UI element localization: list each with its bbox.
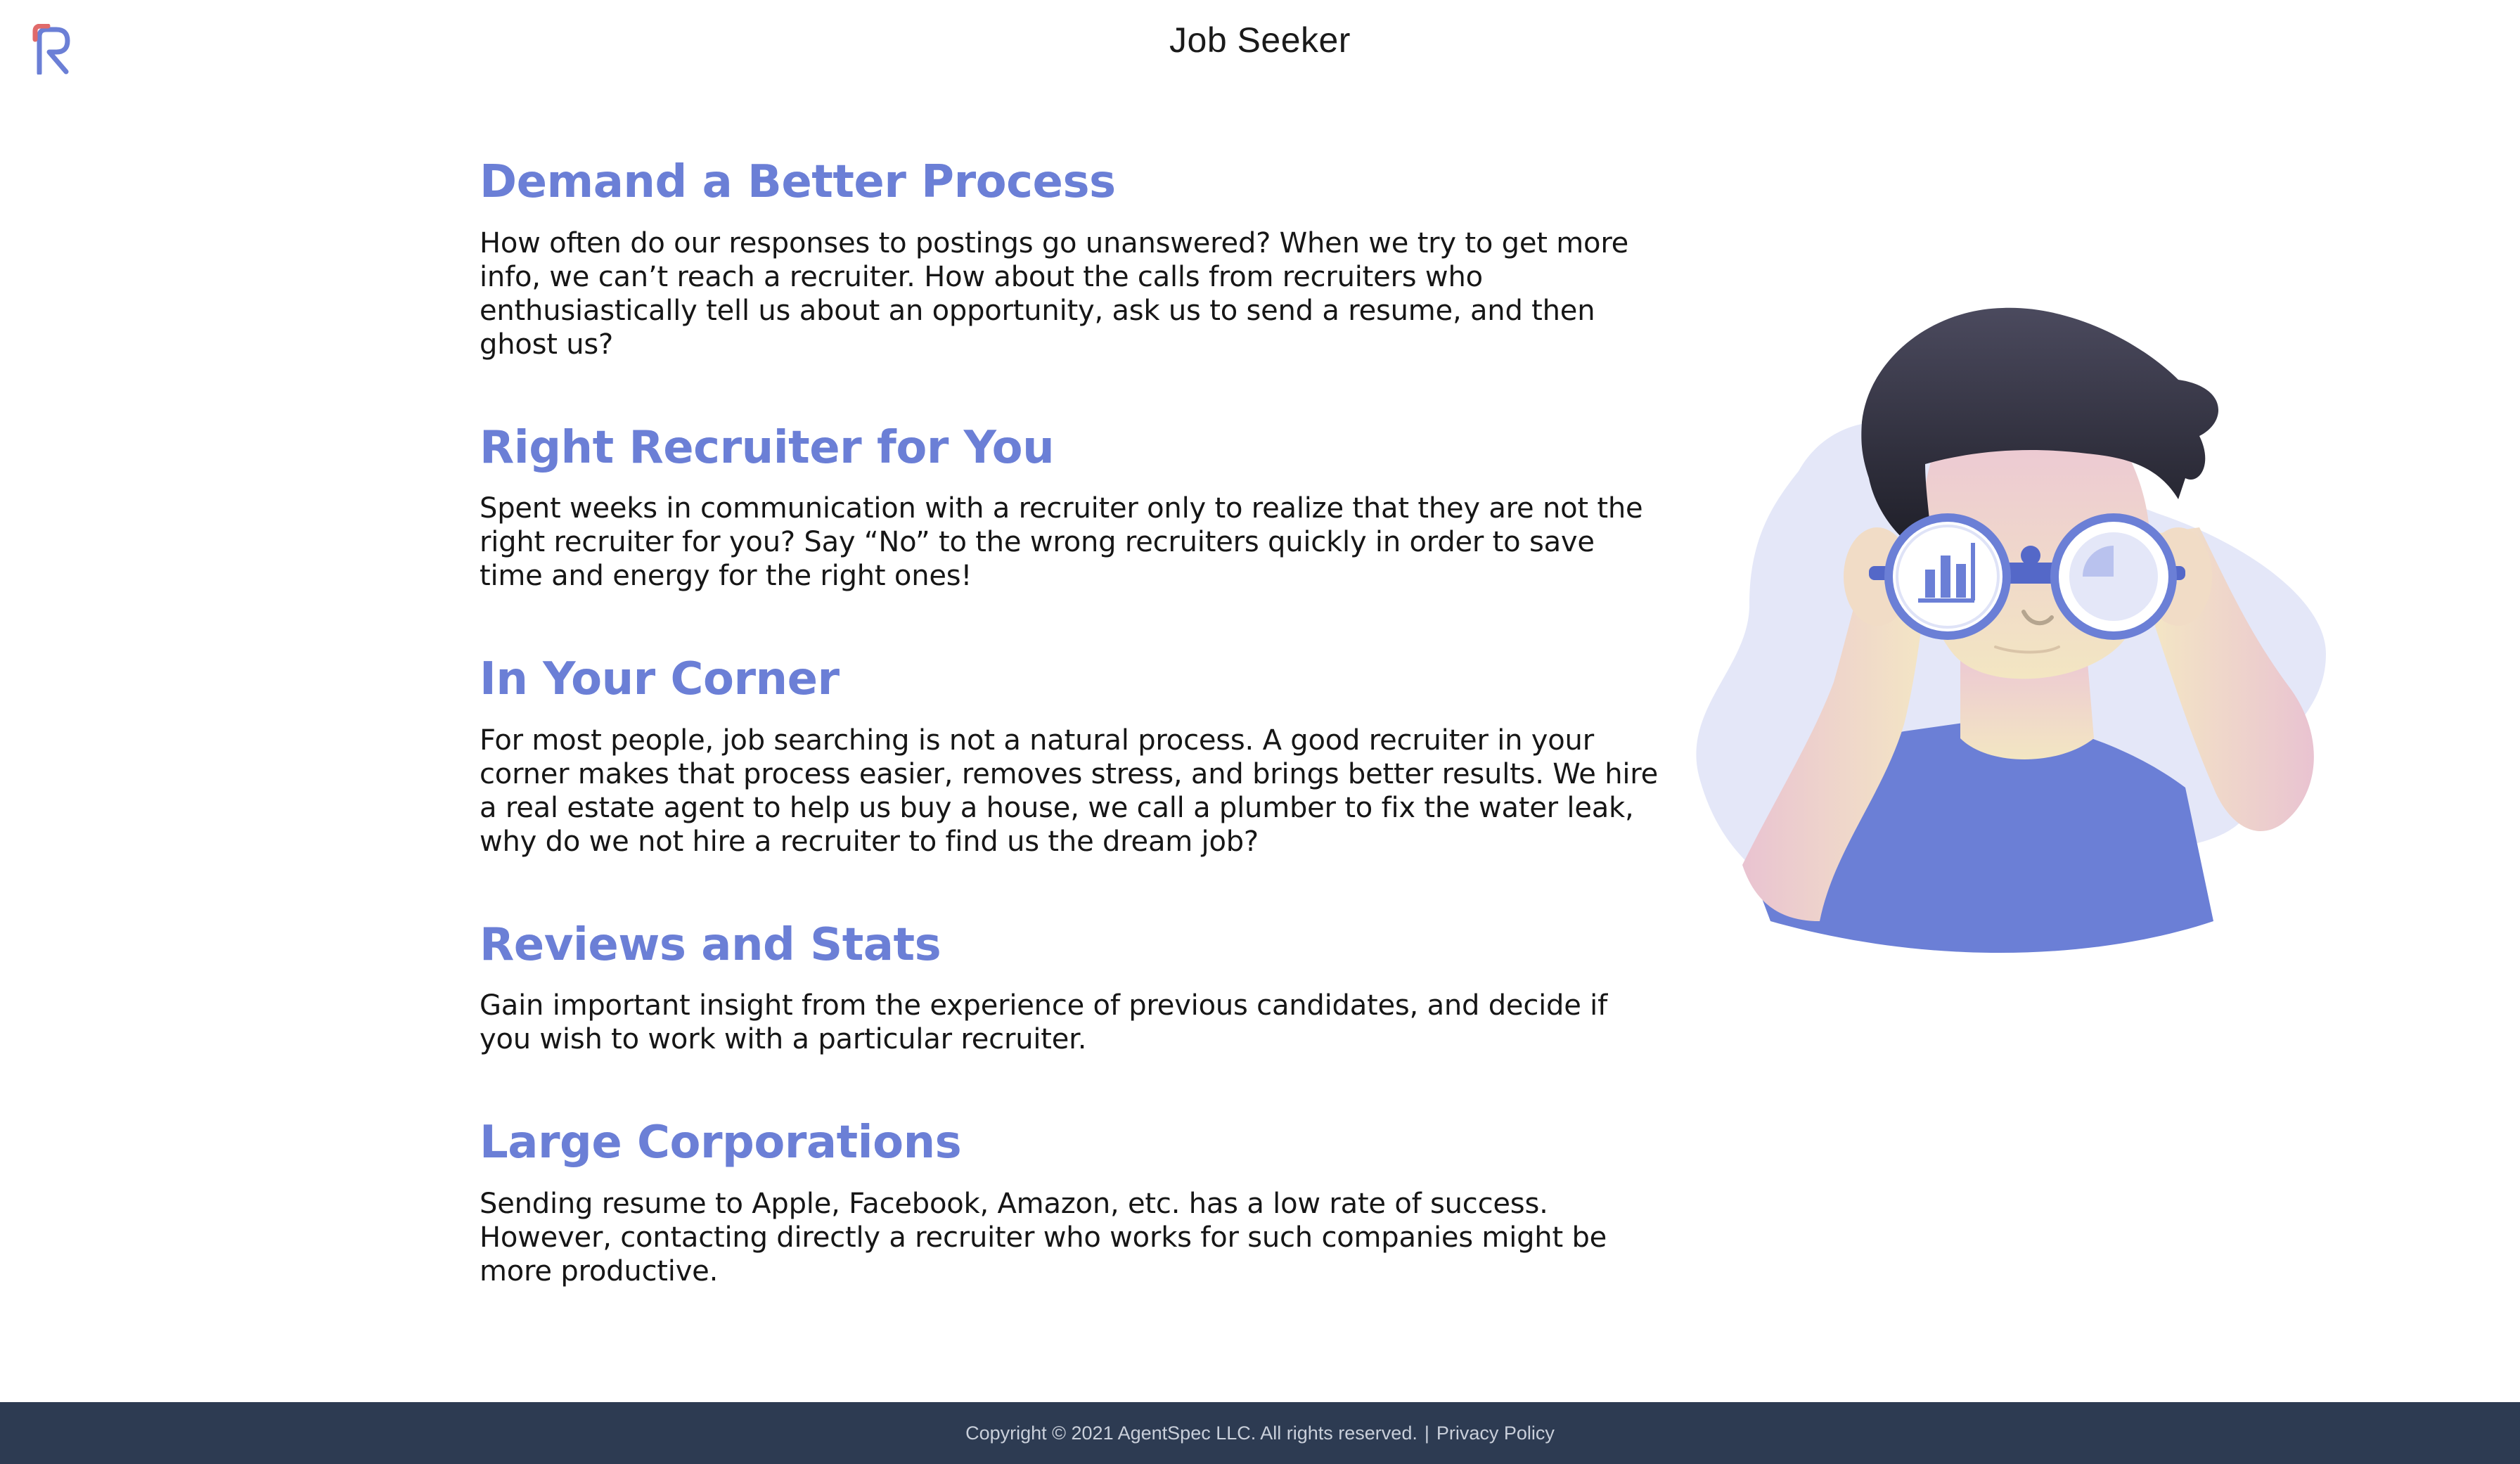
footer-separator: | bbox=[1424, 1422, 1429, 1444]
section-heading: Reviews and Stats bbox=[480, 918, 941, 971]
section-reviews-stats bbox=[480, 919, 1661, 1057]
privacy-policy-link[interactable]: Privacy Policy bbox=[1436, 1422, 1555, 1444]
page-title: Job Seeker bbox=[1169, 20, 1351, 60]
section-body: How often do our responses to postings go unanswered? When we try to get more info, we can’t reach a recruiter. How about the calls from recruiters who enthusiastically tell us about an opportunity, ask us to send a resume, and then ghost us? bbox=[480, 226, 1629, 361]
section-in-your-corner bbox=[480, 653, 1661, 859]
section-body: Sending resume to Apple, Facebook, Amazon, etc. has a low rate of success. However, contacting directly a recruiter who works for such companies might be more productive. bbox=[480, 1187, 1607, 1288]
section-body: Gain important insight from the experience of previous candidates, and decide if you wish to work with a particular recruiter. bbox=[480, 989, 1607, 1056]
section-body: For most people, job searching is not a natural process. A good recruiter in your corner makes that process easier, removes stress, and brings better results. We hire a real estate agent to help us buy a house, we call a plumber to fix the water leak, why do we not hire a recruiter to find us the dream job? bbox=[480, 724, 1659, 858]
section-heading: Right Recruiter for You bbox=[480, 421, 1055, 474]
copyright-text: Copyright © 2021 AgentSpec LLC. All rights reserved. bbox=[965, 1422, 1418, 1444]
person-with-binoculars-illustration bbox=[1693, 302, 2358, 963]
main-content bbox=[480, 156, 1661, 1349]
section-heading: Demand a Better Process bbox=[480, 156, 1116, 208]
section-heading: In Your Corner bbox=[480, 653, 840, 706]
section-demand-better-process bbox=[480, 156, 1661, 361]
section-right-recruiter bbox=[480, 422, 1661, 593]
section-heading: Large Corporations bbox=[480, 1117, 962, 1169]
section-body: Spent weeks in communication with a recruiter only to realize that they are not the right recruiter for you? Say “No” to the wrong recruiters quickly in order to save time and energy for the right ones! bbox=[480, 492, 1643, 593]
section-large-corporations bbox=[480, 1117, 1661, 1288]
footer bbox=[0, 1402, 2520, 1464]
